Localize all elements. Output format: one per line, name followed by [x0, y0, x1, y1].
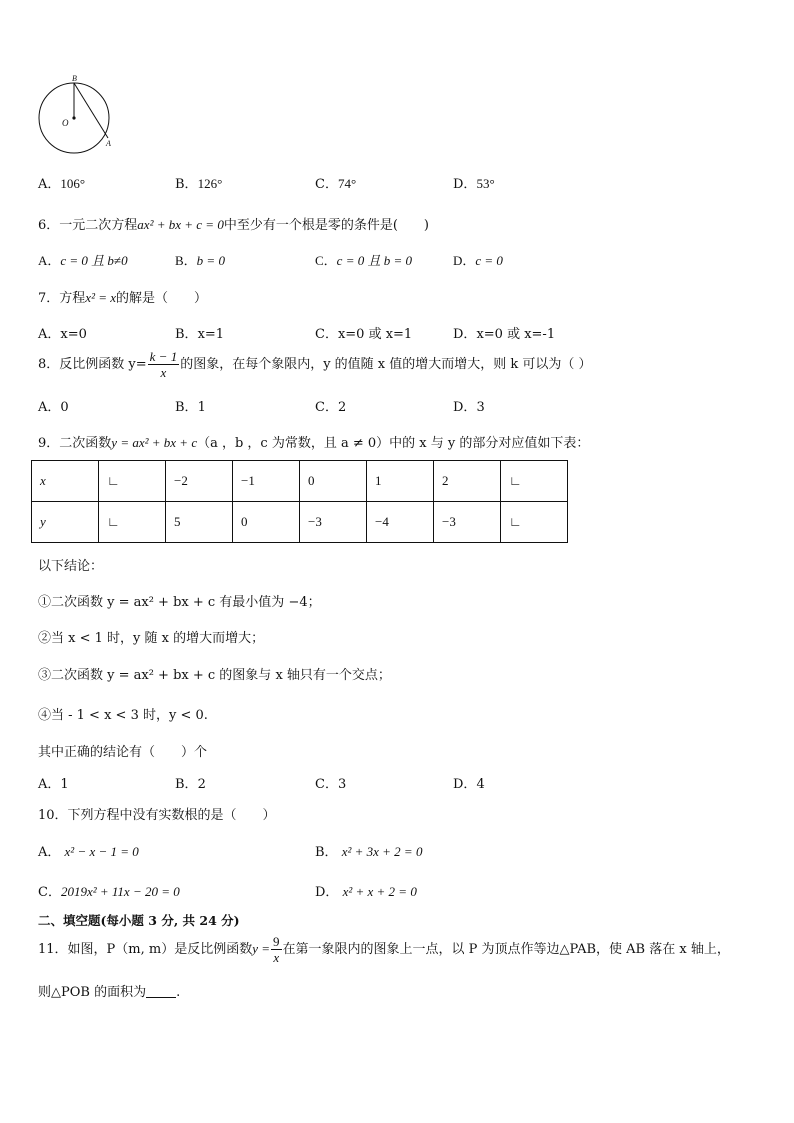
table-cell: y	[32, 502, 99, 543]
answer-blank[interactable]	[146, 985, 176, 998]
table-cell: x	[32, 461, 99, 502]
option-key: D．	[453, 400, 477, 415]
q9-option-d[interactable]	[453, 773, 485, 792]
option-key: B．	[175, 777, 198, 792]
q10-option-a[interactable]	[38, 841, 139, 860]
option-key: A．	[38, 327, 61, 342]
option-key: C．	[315, 400, 338, 415]
chord-ba	[74, 83, 108, 138]
option-key: C．	[315, 327, 338, 342]
stem-text: 反比例函数 y=	[59, 357, 147, 372]
q9-option-b[interactable]	[175, 773, 206, 792]
option-key: A．	[38, 177, 61, 192]
option-text: 2019x² + 11x − 20 = 0	[60, 884, 180, 899]
q5-option-d[interactable]	[453, 173, 495, 192]
q10-option-c[interactable]	[38, 881, 180, 900]
q6-option-d[interactable]	[453, 250, 503, 269]
option-text: 106°	[60, 176, 86, 191]
stem-text: 在第一象限内的图象上一点，以 P 为顶点作等边△PAB，使 AB 落在 x 轴上，	[282, 942, 730, 957]
label-o: O	[62, 118, 69, 128]
option-key: C．	[38, 885, 61, 900]
equation: ax² + bx + c = 0	[137, 217, 224, 232]
option-key: C．	[315, 777, 338, 792]
q6-option-a[interactable]	[38, 250, 128, 269]
q9-conclusion-1: ①二次函数 y = ax² + bx + c 有最小值为 −4；	[38, 595, 321, 610]
q6-option-b[interactable]	[175, 250, 225, 269]
option-text: 3	[337, 777, 347, 792]
q9-stem	[38, 432, 589, 451]
option-key: C．	[315, 177, 338, 192]
option-key: C．	[315, 253, 337, 268]
q9-conclusion-4: ④当 - 1 < x < 3 时，y < 0.	[38, 708, 208, 723]
q5-option-b[interactable]	[175, 173, 222, 192]
q10-stem	[38, 804, 276, 823]
table-row	[32, 502, 568, 543]
table-cell: ∟	[501, 461, 568, 502]
table-cell: ∟	[99, 461, 166, 502]
stem-text: 的解是（ ）	[116, 291, 208, 306]
q6-stem	[38, 214, 429, 233]
stem-text: 如图，P（m, m）是反比例函数	[67, 942, 253, 957]
section-title: 二、填空题(每小题 3 分, 共 24 分)	[38, 913, 240, 928]
q8-option-a[interactable]	[38, 396, 69, 415]
center-dot	[72, 116, 75, 119]
q7-stem	[38, 287, 207, 306]
q9-conclusion-3: ③二次函数 y = ax² + bx + c 的图象与 x 轴只有一个交点；	[38, 668, 391, 683]
option-key: A．	[38, 253, 61, 268]
table-cell: ∟	[99, 502, 166, 543]
option-key: D．	[453, 177, 477, 192]
q8-option-c[interactable]	[315, 396, 346, 415]
option-text: x² + x + 2 = 0	[342, 884, 417, 899]
q8-option-d[interactable]	[453, 396, 485, 415]
question-number: 10．	[38, 808, 68, 823]
option-text: 1	[197, 400, 206, 415]
q9-conclusions-label: 以下结论：	[38, 559, 104, 574]
q9-option-c[interactable]	[315, 773, 346, 792]
stem-text: 二次函数	[59, 436, 112, 451]
question-number: 9．	[38, 436, 60, 451]
q7-option-c[interactable]	[315, 323, 412, 342]
q9-conclusion-2: ②当 x < 1 时，y 随 x 的增大而增大；	[38, 631, 265, 646]
q10-option-d[interactable]	[315, 881, 417, 900]
option-text: c = 0	[475, 253, 503, 268]
question-number: 7．	[38, 291, 60, 306]
fraction-numerator: k − 1	[149, 349, 178, 364]
q9-option-a[interactable]	[38, 773, 69, 792]
option-text: x² − x − 1 = 0	[64, 844, 139, 859]
option-text: x=0 或 x=-1	[476, 327, 556, 342]
stem-text: （a ，b ，c 为常数，且 a ≠ 0）中的 x 与 y 的部分对应值如下表：	[197, 436, 590, 451]
stem-text: 中至少有一个根是零的条件是( )	[223, 218, 429, 233]
table-cell: −2	[166, 461, 233, 502]
table-cell: ∟	[501, 502, 568, 543]
question-number: 6．	[38, 218, 60, 233]
option-text: 74°	[337, 176, 357, 191]
q7-option-a[interactable]	[38, 323, 87, 342]
option-key: A．	[38, 845, 61, 860]
option-text: x=0 或 x=1	[337, 327, 413, 342]
q11-stem	[38, 934, 730, 965]
option-key: D．	[453, 327, 477, 342]
circle-figure	[30, 72, 120, 158]
fraction	[148, 349, 180, 380]
q10-option-b[interactable]	[315, 841, 422, 860]
q8-stem	[38, 349, 592, 380]
equation: y = ax² + bx + c	[111, 435, 198, 450]
fraction-denominator: x	[160, 365, 167, 380]
option-key: B．	[175, 400, 198, 415]
q11-line-2	[38, 981, 180, 1000]
fraction-numerator: 9	[273, 934, 280, 949]
table-cell: −3	[300, 502, 367, 543]
table-cell: 0	[233, 502, 300, 543]
equation: x² = x	[85, 290, 117, 305]
option-text: 4	[476, 777, 485, 792]
q8-option-b[interactable]	[175, 396, 206, 415]
table-cell: 2	[434, 461, 501, 502]
table-cell: 0	[300, 461, 367, 502]
option-text: 126°	[197, 176, 223, 191]
option-key: B．	[175, 327, 198, 342]
option-text: x² + 3x + 2 = 0	[341, 844, 423, 859]
stem-text: 则△POB 的面积为	[38, 985, 147, 1000]
option-text: b = 0	[196, 253, 225, 268]
table-cell: −3	[434, 502, 501, 543]
option-key: A．	[38, 400, 61, 415]
option-text: 2	[337, 400, 347, 415]
option-key: D．	[315, 885, 339, 900]
value-table	[31, 460, 568, 543]
option-key: D．	[453, 777, 477, 792]
option-text: 2	[197, 777, 206, 792]
question-number: 8．	[38, 357, 60, 372]
table-row	[32, 461, 568, 502]
q7-option-d[interactable]	[453, 323, 555, 342]
q6-option-c[interactable]	[315, 250, 412, 269]
function-y: y =	[252, 941, 271, 956]
option-text: 53°	[476, 176, 495, 191]
option-text: x=1	[197, 327, 225, 342]
label-b: B	[72, 74, 77, 83]
option-text: 0	[60, 400, 69, 415]
question-number: 11．	[38, 942, 68, 957]
q7-option-b[interactable]	[175, 323, 224, 342]
option-key: B．	[315, 845, 338, 860]
fraction	[271, 934, 282, 965]
option-text: x=0	[60, 327, 87, 342]
option-text: c = 0 且 b≠0	[60, 253, 128, 268]
table-cell: −4	[367, 502, 434, 543]
option-key: A．	[38, 777, 61, 792]
table-cell: 5	[166, 502, 233, 543]
option-key: D．	[453, 253, 476, 268]
option-text: c = 0 且 b = 0	[336, 253, 412, 268]
q9-ask: 其中正确的结论有（ ）个	[38, 745, 208, 760]
q5-option-a[interactable]	[38, 173, 85, 192]
table-cell: −1	[233, 461, 300, 502]
q5-option-c[interactable]	[315, 173, 356, 192]
fraction-denominator: x	[273, 950, 280, 965]
stem-text: .	[176, 985, 181, 1000]
option-key: B．	[175, 177, 198, 192]
stem-text: 的图象，在每个象限内，y 的值随 x 值的增大而增大，则 k 可以为（ ）	[180, 357, 592, 372]
stem-text: 下列方程中没有实数根的是（ ）	[67, 808, 276, 823]
stem-text: 一元二次方程	[59, 218, 138, 233]
table-cell: 1	[367, 461, 434, 502]
option-text: 3	[476, 400, 485, 415]
option-key: B．	[175, 253, 197, 268]
option-text: 1	[60, 777, 69, 792]
stem-text: 方程	[59, 291, 86, 306]
label-a: A	[106, 139, 111, 148]
